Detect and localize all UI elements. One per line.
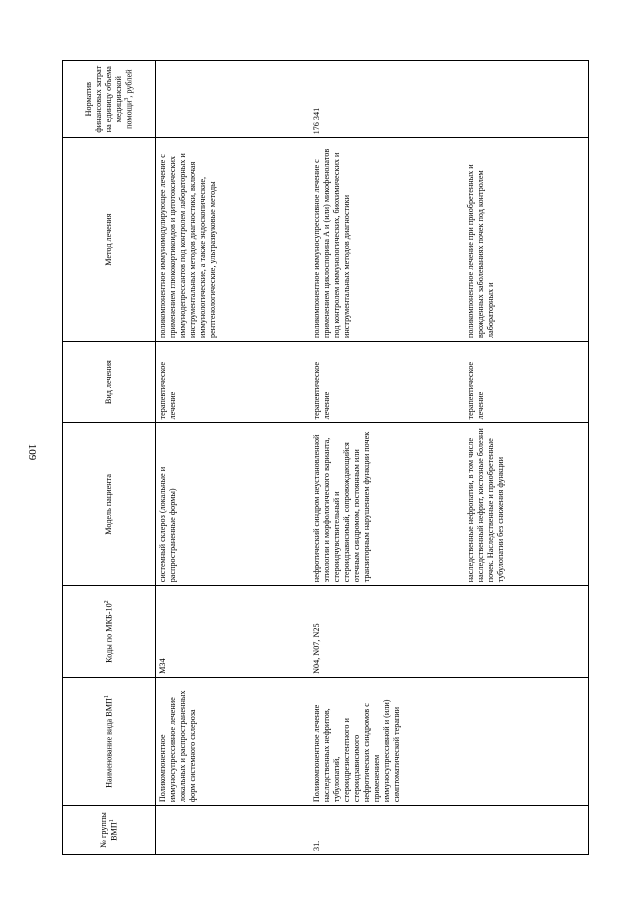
table-row (156, 61, 311, 855)
header-icd-codes: Коды по МКБ-$10^2$ (63, 586, 156, 678)
cell-treatment-type: терапевтическое лечение (156, 342, 311, 423)
cell-group-number (464, 806, 589, 855)
table-row (464, 61, 589, 855)
cell-treatment-method: поликомпонентное иммуномодулирующее лечение с применением глюкокортикоидов и цитотоксических иммунодепрессантов под контролем лабораторных и инструментальных методов диагностики, включая иммунологические, а также эндоскопические, рентгенологические, ультразвуковые методы (156, 138, 311, 342)
cell-cost-norm: 176 341 (310, 61, 464, 138)
header-treatment-method: Метод лечения (63, 138, 156, 342)
header-vmp-name: Наименование вида ВМП$^1$ (63, 677, 156, 805)
vmp-table (62, 60, 589, 855)
cell-vmp-name: Поликомпонентное иммуносупрессивное лечение локальных и распространенных форм системного склероза (156, 677, 311, 805)
header-group-number: № группы ВМП$^1$ (63, 806, 156, 855)
cell-icd-codes: M34 (156, 586, 311, 678)
cell-cost-norm (156, 61, 311, 138)
cell-treatment-method: поликомпонентное иммуносупрессивное лечение с применением циклоспорина А и (или) микофенолатов под контролем иммунологических, биохимических и инструментальных методов диагностики (310, 138, 464, 342)
table-header-row (63, 61, 156, 855)
cell-icd-codes: N04, N07, N25 (310, 586, 464, 678)
cell-group-number (156, 806, 311, 855)
cell-treatment-type: терапевтическое лечение (310, 342, 464, 423)
cell-treatment-method: поликомпонентное лечение при приобретенных и врожденных заболеваниях почек под контролем лабораторных и (464, 138, 589, 342)
cell-group-number: 31. (310, 806, 464, 855)
cell-patient-model: нефротический синдром неустановленной этиологии и морфологического варианта, стероидчувствительный и стероидзависимый, сопровождающийся отечным синдромом, постоянным или транзиторным нарушением функции почек (310, 423, 464, 586)
table-row (310, 61, 464, 855)
cell-patient-model: наследственные нефропатии, в том числе наследственный нефрит, кистозные болезни почек. Наследственные и приобретенные тубулопатии без снижения функции (464, 423, 589, 586)
cell-cost-norm (464, 61, 589, 138)
cell-vmp-name (464, 677, 589, 805)
header-patient-model: Модель пациента (63, 423, 156, 586)
cell-icd-codes (464, 586, 589, 678)
header-cost-norm: Норматив финансовых затрат на единицу объема медицинской помощи$^3$, рублей (63, 61, 156, 138)
rotated-page (62, 60, 602, 855)
header-treatment-type: Вид лечения (63, 342, 156, 423)
cell-treatment-type: терапевтическое лечение (464, 342, 589, 423)
cell-vmp-name: Поликомпонентное лечение наследственных нефритов, тубулопатий, стероидрезистентного и стероидзависимого нефротических синдромов с применением иммуносупрессивной и (или) симптоматической терапии (310, 677, 464, 805)
page-number: 109 (26, 443, 38, 461)
cell-patient-model: системный склероз (локальные и распространенные формы) (156, 423, 311, 586)
